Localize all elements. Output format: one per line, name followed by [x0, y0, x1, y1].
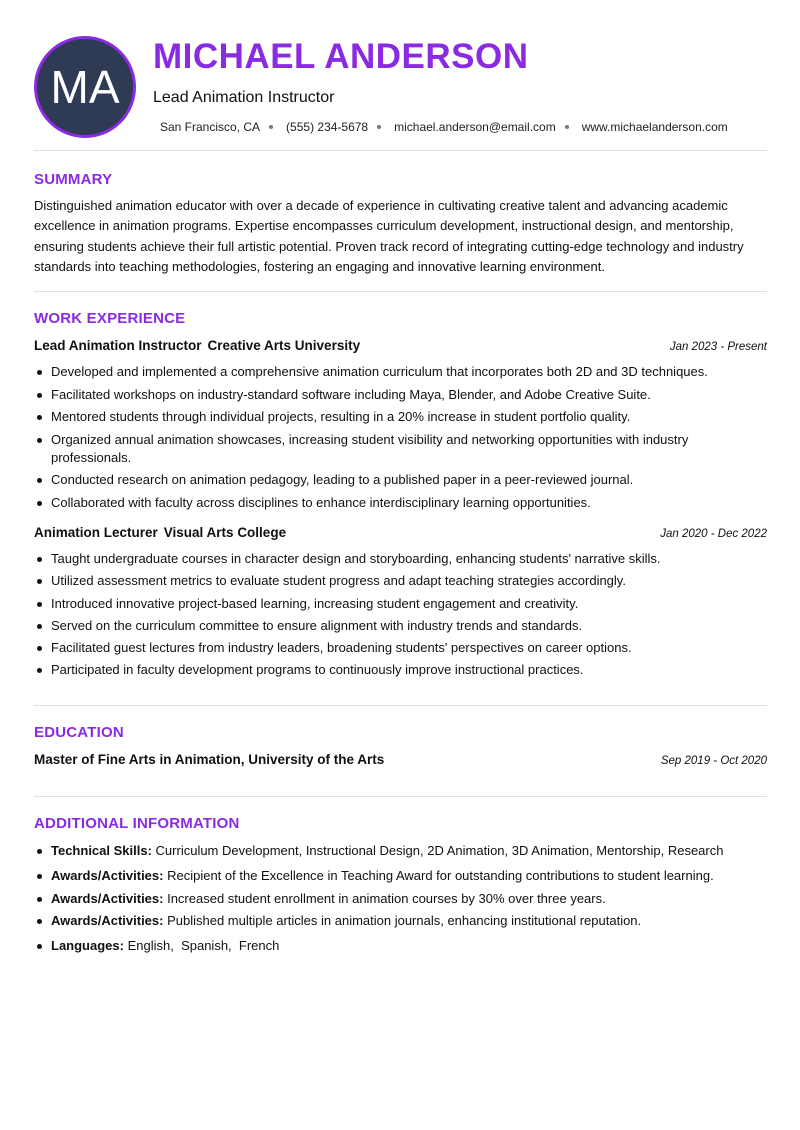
additional-item	[34, 890, 767, 908]
education-dates: Sep 2019 - Oct 2020	[660, 755, 767, 767]
additional-item	[34, 842, 767, 860]
job-bullet: Developed and implemented a comprehensive animation curriculum that incorporates both 2D and 3D techniques.	[34, 363, 767, 381]
job-bullet: Facilitated guest lectures from industry leaders, broadening students' perspectives on career options.	[34, 639, 767, 657]
summary-text: Distinguished animation educator with over a decade of experience in cultivating creative talent and advancing academic excellence in animation programs. Expertise encompasses curriculum development, instructional design, and mentorship, ensuring students achieve their full artistic potential. Proven track record of integrating cutting-edge technology and industry standards into teaching methodologies, fostering an engaging and innovative learning environment.	[34, 198, 744, 274]
contact-email[interactable]: michael.anderson@email.com	[394, 120, 556, 134]
separator-dot-icon	[269, 125, 273, 129]
job-bullet-list	[34, 363, 767, 512]
section-title-additional: ADDITIONAL INFORMATION	[34, 815, 240, 832]
divider	[34, 150, 767, 151]
education-degree: Master of Fine Arts in Animation, University of the Arts	[34, 752, 385, 767]
job-bullet: Organized annual animation showcases, increasing student visibility and networking opportunities with industry professionals.	[34, 431, 767, 467]
contact-website[interactable]: www.michaelanderson.com	[581, 120, 728, 134]
job-bullet: Participated in faculty development programs to continuously improve instructional practices.	[34, 661, 767, 679]
job-bullet: Mentored students through individual projects, resulting in a 20% increase in student portfolio quality.	[34, 408, 767, 426]
job-bullet: Taught undergraduate courses in character design and storyboarding, enhancing students' narrative skills.	[34, 550, 767, 568]
job-title	[34, 338, 360, 353]
job-dates: Jan 2020 - Dec 2022	[660, 528, 767, 540]
separator-dot-icon	[565, 125, 569, 129]
additional-item-label: Technical Skills:	[51, 843, 152, 858]
job-role: Lead Animation Instructor	[34, 338, 202, 353]
job-bullet: Served on the curriculum committee to ensure alignment with industry trends and standards.	[34, 617, 767, 635]
avatar	[34, 36, 136, 138]
education-header	[34, 752, 767, 767]
contact-location: San Francisco, CA	[160, 120, 261, 134]
avatar-initials: MA	[50, 61, 120, 113]
job-bullet: Conducted research on animation pedagogy, leading to a published paper in a peer-reviewed journal.	[34, 471, 767, 489]
additional-item	[34, 867, 767, 885]
divider	[34, 291, 767, 292]
job-bullet: Facilitated workshops on industry-standard software including Maya, Blender, and Adobe Creative Suite.	[34, 386, 767, 404]
job-role: Animation Lecturer	[34, 525, 158, 540]
section-title-summary: SUMMARY	[34, 171, 113, 188]
divider	[34, 705, 767, 706]
job-dates: Jan 2023 - Present	[669, 341, 767, 353]
job-bullet: Utilized assessment metrics to evaluate student progress and adapt teaching strategies accordingly.	[34, 572, 767, 590]
separator-dot-icon	[377, 125, 381, 129]
additional-item-label: Languages:	[51, 938, 124, 953]
candidate-headline: Lead Animation Instructor	[153, 89, 335, 106]
section-title-experience: WORK EXPERIENCE	[34, 310, 186, 327]
job-company: Creative Arts University	[207, 338, 361, 353]
job-title	[34, 525, 286, 540]
additional-item-text: Published multiple articles in animation journals, enhancing institutional reputation.	[167, 913, 642, 928]
additional-item-label: Awards/Activities:	[51, 913, 164, 928]
job-bullet-list	[34, 550, 767, 679]
additional-item-text: English, Spanish, French	[127, 938, 280, 953]
additional-item-label: Awards/Activities:	[51, 890, 164, 906]
job-header	[34, 338, 767, 353]
job-bullet: Collaborated with faculty across disciplines to enhance interdisciplinary learning opportunities.	[34, 494, 767, 512]
additional-item-text: Increased student enrollment in animation courses by 30% over three years.	[167, 890, 606, 906]
additional-item	[34, 912, 767, 930]
additional-list	[34, 842, 767, 955]
additional-item	[34, 937, 767, 955]
additional-item-label: Awards/Activities:	[51, 868, 164, 883]
job-header	[34, 525, 767, 540]
contact-line	[160, 120, 728, 134]
section-title-education: EDUCATION	[34, 724, 124, 741]
job-company: Visual Arts College	[163, 525, 287, 540]
candidate-name: MICHAEL ANDERSON	[153, 37, 529, 76]
job-bullet: Introduced innovative project-based learning, increasing student engagement and creativity.	[34, 595, 767, 613]
divider	[34, 796, 767, 797]
contact-phone[interactable]: (555) 234-5678	[286, 120, 369, 134]
additional-item-text: Recipient of the Excellence in Teaching Award for outstanding contributions to student learning.	[167, 868, 714, 883]
additional-item-text: Curriculum Development, Instructional Design, 2D Animation, 3D Animation, Mentorship, Research	[155, 843, 724, 858]
